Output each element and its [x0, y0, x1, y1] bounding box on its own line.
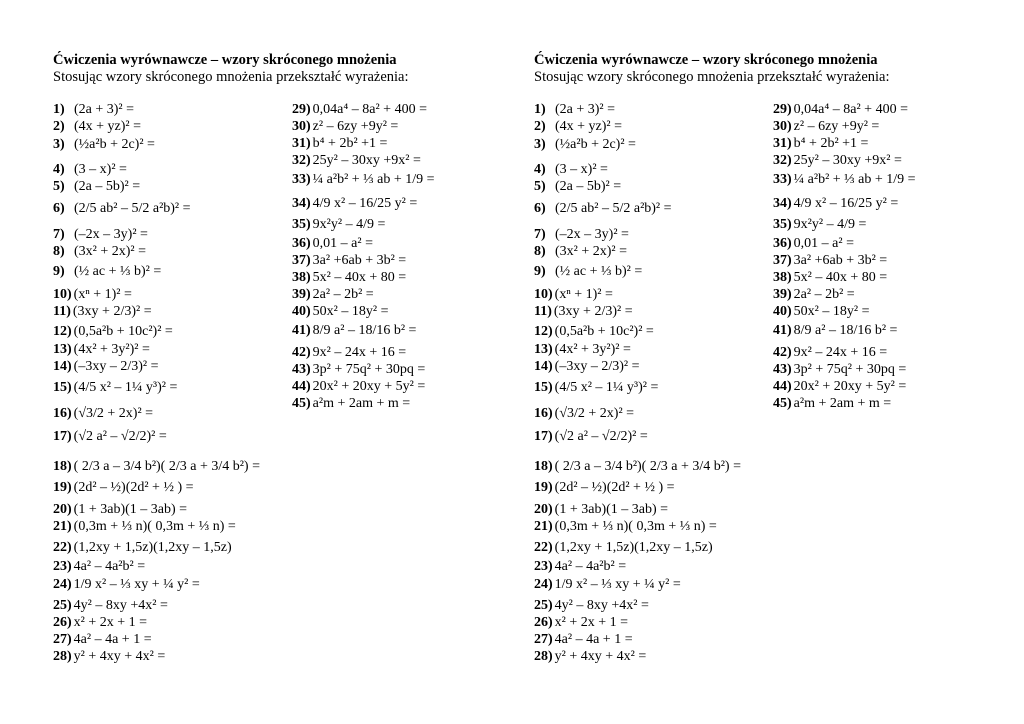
- exercise-item: [534, 162, 608, 177]
- exercise-number: 27): [534, 632, 553, 647]
- exercise-item: [534, 380, 658, 395]
- exercise-expression: ( 2/3 a – 3/4 b²)( 2/3 a + 3/4 b²) =: [73, 459, 260, 474]
- exercise-item: [534, 459, 741, 474]
- exercise-number: 23): [53, 559, 72, 574]
- exercise-expression: (½ ac + ⅓ b)² =: [74, 264, 162, 279]
- exercise-expression: 4/9 x² – 16/25 y² =: [312, 196, 418, 211]
- exercise-expression: (1,2xy + 1,5z)(1,2xy – 1,5z): [73, 540, 232, 555]
- exercise-number: 27): [53, 632, 72, 647]
- exercise-item: [53, 119, 141, 134]
- exercise-expression: b⁴ + 2b² +1 =: [793, 136, 869, 151]
- exercise-expression: 4a² – 4a²b² =: [73, 559, 146, 574]
- exercise-item: [53, 359, 158, 374]
- exercise-number: 32): [292, 153, 311, 168]
- exercise-number: 20): [53, 502, 72, 517]
- exercise-expression: 4a² – 4a + 1 =: [73, 632, 152, 647]
- exercise-expression: (3x² + 2x)² =: [555, 244, 628, 259]
- exercise-expression: (√3/2 + 2x)² =: [554, 406, 635, 421]
- exercise-item: [773, 253, 887, 268]
- exercise-expression: (1 + 3ab)(1 – 3ab) =: [554, 502, 669, 517]
- exercise-number: 2): [53, 119, 65, 134]
- exercise-number: 23): [534, 559, 553, 574]
- exercise-number: 45): [292, 396, 311, 411]
- exercise-number: 6): [53, 201, 65, 216]
- exercise-expression: (3 – x)² =: [74, 162, 127, 177]
- exercise-expression: 4a² – 4a + 1 =: [554, 632, 633, 647]
- exercise-item: [534, 201, 672, 216]
- exercise-number: 34): [292, 196, 311, 211]
- exercise-number: 13): [534, 342, 553, 357]
- exercise-expression: (–3xy – 2/3)² =: [554, 359, 640, 374]
- exercise-number: 45): [773, 396, 792, 411]
- exercise-item: [53, 244, 146, 259]
- exercise-number: 41): [773, 323, 792, 338]
- exercise-item: [53, 287, 132, 302]
- exercise-number: 6): [534, 201, 546, 216]
- exercise-expression: z² – 6zy +9y² =: [312, 119, 399, 134]
- exercise-item: [534, 598, 649, 613]
- exercise-item: [53, 632, 152, 647]
- exercise-expression: 2a² – 2b² =: [793, 287, 855, 302]
- exercise-expression: (3 – x)² =: [555, 162, 608, 177]
- exercise-number: 28): [534, 649, 553, 664]
- exercise-number: 3): [53, 137, 65, 152]
- exercise-expression: ¼ a²b² + ⅓ ab + 1/9 =: [312, 172, 435, 187]
- exercise-expression: 20x² + 20xy + 5y² =: [793, 379, 907, 394]
- exercise-item: [53, 519, 236, 534]
- exercise-item: [534, 264, 642, 279]
- exercise-number: 37): [773, 253, 792, 268]
- exercise-item: [534, 577, 681, 592]
- exercise-number: 17): [53, 429, 72, 444]
- exercise-expression: ¼ a²b² + ⅓ ab + 1/9 =: [793, 172, 916, 187]
- exercise-number: 16): [53, 406, 72, 421]
- exercise-number: 22): [534, 540, 553, 555]
- exercise-item: [534, 179, 621, 194]
- exercise-number: 18): [53, 459, 72, 474]
- exercise-expression: 9x² – 24x + 16 =: [312, 345, 407, 360]
- exercise-expression: (3x² + 2x)² =: [74, 244, 147, 259]
- exercise-expression: b⁴ + 2b² +1 =: [312, 136, 388, 151]
- exercise-number: 4): [534, 162, 546, 177]
- exercise-number: 25): [53, 598, 72, 613]
- exercise-item: [53, 162, 127, 177]
- exercise-item: [773, 287, 855, 302]
- exercise-number: 36): [773, 236, 792, 251]
- exercise-item: [292, 236, 373, 251]
- exercise-expression: y² + 4xy + 4x² =: [73, 649, 166, 664]
- exercise-number: 31): [292, 136, 311, 151]
- exercise-item: [292, 102, 427, 117]
- exercise-item: [53, 502, 187, 517]
- exercise-expression: (0,5a²b + 10c²)² =: [554, 324, 654, 339]
- exercise-expression: (2a + 3)² =: [555, 102, 616, 117]
- exercise-item: [534, 632, 633, 647]
- exercise-number: 26): [53, 615, 72, 630]
- exercise-item: [773, 102, 908, 117]
- exercise-item: [53, 480, 194, 495]
- exercise-item: [773, 379, 906, 394]
- exercise-item: [292, 136, 387, 151]
- exercise-number: 8): [534, 244, 546, 259]
- exercise-expression: 8/9 a² – 18/16 b² =: [793, 323, 898, 338]
- exercise-item: [534, 540, 713, 555]
- exercise-number: 19): [534, 480, 553, 495]
- exercise-number: 1): [53, 102, 65, 117]
- exercise-expression: (2/5 ab² – 5/2 a²b)² =: [74, 201, 191, 216]
- exercise-expression: (½ ac + ⅓ b)² =: [555, 264, 643, 279]
- exercise-item: [534, 559, 626, 574]
- exercise-item: [53, 201, 191, 216]
- exercise-item: [534, 502, 668, 517]
- exercise-number: 15): [53, 380, 72, 395]
- exercise-expression: (2d² – ½)(2d² + ½ ) =: [554, 480, 675, 495]
- exercise-number: 36): [292, 236, 311, 251]
- exercise-item: [53, 540, 232, 555]
- exercise-number: 11): [534, 304, 552, 319]
- exercise-number: 39): [292, 287, 311, 302]
- exercise-number: 44): [773, 379, 792, 394]
- exercise-number: 7): [534, 227, 546, 242]
- exercise-expression: (2a – 5b)² =: [74, 179, 141, 194]
- exercise-expression: 50x² – 18y² =: [793, 304, 870, 319]
- exercise-number: 14): [534, 359, 553, 374]
- exercise-expression: a²m + 2am + m =: [312, 396, 411, 411]
- exercise-expression: 9x²y² – 4/9 =: [312, 217, 386, 232]
- exercise-number: 35): [292, 217, 311, 232]
- exercise-item: [292, 287, 374, 302]
- exercise-item: [292, 217, 385, 232]
- exercise-expression: (–2x – 3y)² =: [74, 227, 148, 242]
- exercise-item: [292, 345, 406, 360]
- exercise-number: 30): [773, 119, 792, 134]
- exercise-number: 17): [534, 429, 553, 444]
- exercise-expression: (1,2xy + 1,5z)(1,2xy – 1,5z): [554, 540, 713, 555]
- exercise-number: 8): [53, 244, 65, 259]
- exercise-number: 21): [534, 519, 553, 534]
- exercise-expression: (0,3m + ⅓ n)( 0,3m + ⅓ n) =: [73, 519, 236, 534]
- exercise-expression: 0,04a⁴ – 8a² + 400 =: [312, 102, 427, 117]
- exercise-number: 24): [53, 577, 72, 592]
- exercise-expression: (2a – 5b)² =: [555, 179, 622, 194]
- exercise-item: [292, 196, 417, 211]
- exercise-item: [53, 380, 177, 395]
- exercise-expression: 4/9 x² – 16/25 y² =: [793, 196, 899, 211]
- exercise-item: [292, 396, 410, 411]
- exercise-item: [534, 304, 633, 319]
- exercise-expression: (0,3m + ⅓ n)( 0,3m + ⅓ n) =: [554, 519, 717, 534]
- exercise-item: [773, 304, 869, 319]
- exercise-number: 12): [534, 324, 553, 339]
- exercise-item: [53, 406, 153, 421]
- exercise-item: [292, 304, 388, 319]
- exercise-item: [773, 172, 916, 187]
- exercise-item: [292, 379, 425, 394]
- exercise-number: 32): [773, 153, 792, 168]
- exercise-number: 33): [292, 172, 311, 187]
- exercise-expression: 1/9 x² – ⅓ xy + ¼ y² =: [554, 577, 681, 592]
- exercise-item: [534, 615, 628, 630]
- exercise-expression: 3a² +6ab + 3b² =: [312, 253, 407, 268]
- exercise-expression: (√2 a² – √2/2)² =: [554, 429, 648, 444]
- exercise-item: [292, 362, 425, 377]
- exercise-item: [53, 429, 167, 444]
- exercise-number: 14): [53, 359, 72, 374]
- exercise-number: 37): [292, 253, 311, 268]
- exercise-item: [53, 264, 161, 279]
- exercise-expression: (2/5 ab² – 5/2 a²b)² =: [555, 201, 672, 216]
- exercise-item: [53, 342, 150, 357]
- exercise-expression: (xⁿ + 1)² =: [554, 287, 613, 302]
- exercise-number: 28): [53, 649, 72, 664]
- exercise-expression: 3a² +6ab + 3b² =: [793, 253, 888, 268]
- exercise-item: [773, 270, 887, 285]
- exercise-expression: (4x² + 3y²)² =: [73, 342, 150, 357]
- exercise-expression: (3xy + 2/3)² =: [553, 304, 633, 319]
- exercise-item: [292, 270, 406, 285]
- exercise-number: 39): [773, 287, 792, 302]
- exercise-number: 38): [292, 270, 311, 285]
- exercise-item: [534, 244, 627, 259]
- exercise-number: 42): [773, 345, 792, 360]
- exercise-expression: 20x² + 20xy + 5y² =: [312, 379, 426, 394]
- exercise-item: [53, 102, 134, 117]
- exercise-item: [534, 287, 613, 302]
- exercise-number: 10): [53, 287, 72, 302]
- exercise-number: 29): [773, 102, 792, 117]
- exercise-item: [53, 324, 173, 339]
- exercise-number: 24): [534, 577, 553, 592]
- exercise-number: 43): [773, 362, 792, 377]
- exercise-item: [534, 102, 615, 117]
- exercise-item: [53, 559, 145, 574]
- exercise-expression: a²m + 2am + m =: [793, 396, 892, 411]
- exercise-expression: (2d² – ½)(2d² + ½ ) =: [73, 480, 194, 495]
- exercise-item: [534, 342, 631, 357]
- exercise-expression: 5x² – 40x + 80 =: [312, 270, 407, 285]
- worksheet-instruction: Stosując wzory skróconego mnożenia przekształć wyrażenia:: [534, 69, 890, 85]
- exercise-expression: (½a²b + 2c)² =: [74, 137, 155, 152]
- exercise-expression: 25y² – 30xy +9x² =: [312, 153, 421, 168]
- exercise-number: 30): [292, 119, 311, 134]
- exercise-number: 9): [534, 264, 546, 279]
- exercise-item: [292, 119, 398, 134]
- exercise-number: 10): [534, 287, 553, 302]
- exercise-item: [534, 119, 622, 134]
- exercise-item: [534, 429, 648, 444]
- exercise-expression: 5x² – 40x + 80 =: [793, 270, 888, 285]
- exercise-item: [292, 153, 421, 168]
- exercise-expression: (4x + yz)² =: [74, 119, 142, 134]
- exercise-expression: (–3xy – 2/3)² =: [73, 359, 159, 374]
- exercise-expression: (2a + 3)² =: [74, 102, 135, 117]
- exercise-expression: (√3/2 + 2x)² =: [73, 406, 154, 421]
- exercise-number: 13): [53, 342, 72, 357]
- exercise-expression: ( 2/3 a – 3/4 b²)( 2/3 a + 3/4 b²) =: [554, 459, 741, 474]
- exercise-item: [534, 137, 636, 152]
- worksheet-left: [53, 52, 493, 664]
- exercise-expression: y² + 4xy + 4x² =: [554, 649, 647, 664]
- exercise-expression: 4y² – 8xy +4x² =: [73, 598, 168, 613]
- exercise-number: 25): [534, 598, 553, 613]
- exercise-number: 11): [53, 304, 71, 319]
- exercise-item: [534, 227, 629, 242]
- exercise-expression: 0,01 – a² =: [312, 236, 373, 251]
- exercise-number: 5): [53, 179, 65, 194]
- exercise-item: [292, 323, 416, 338]
- exercise-number: 20): [534, 502, 553, 517]
- exercise-item: [292, 172, 435, 187]
- exercise-item: [534, 480, 675, 495]
- exercise-number: 38): [773, 270, 792, 285]
- worksheet-title: Ćwiczenia wyrównawcze – wzory skróconego mnożenia: [534, 52, 878, 68]
- exercise-number: 22): [53, 540, 72, 555]
- exercise-number: 18): [534, 459, 553, 474]
- exercise-number: 19): [53, 480, 72, 495]
- exercise-expression: 3p² + 75q² + 30pq =: [793, 362, 907, 377]
- exercise-expression: (0,5a²b + 10c²)² =: [73, 324, 173, 339]
- exercise-number: 34): [773, 196, 792, 211]
- exercise-expression: 9x²y² – 4/9 =: [793, 217, 867, 232]
- exercise-expression: (–2x – 3y)² =: [555, 227, 629, 242]
- exercise-item: [292, 253, 406, 268]
- exercise-item: [773, 362, 906, 377]
- exercise-expression: (1 + 3ab)(1 – 3ab) =: [73, 502, 188, 517]
- exercise-item: [53, 598, 168, 613]
- exercise-number: 3): [534, 137, 546, 152]
- exercise-item: [53, 459, 260, 474]
- worksheet-title: Ćwiczenia wyrównawcze – wzory skróconego mnożenia: [53, 52, 397, 68]
- exercise-item: [534, 359, 639, 374]
- exercise-number: 31): [773, 136, 792, 151]
- exercise-item: [53, 304, 152, 319]
- exercise-item: [773, 196, 898, 211]
- exercise-number: 42): [292, 345, 311, 360]
- exercise-item: [773, 323, 897, 338]
- exercise-item: [773, 217, 866, 232]
- exercise-expression: 0,01 – a² =: [793, 236, 854, 251]
- exercise-item: [534, 649, 646, 664]
- exercise-expression: x² + 2x + 1 =: [554, 615, 629, 630]
- exercise-item: [773, 119, 879, 134]
- exercise-expression: (3xy + 2/3)² =: [72, 304, 152, 319]
- exercise-number: 33): [773, 172, 792, 187]
- exercise-expression: 1/9 x² – ⅓ xy + ¼ y² =: [73, 577, 200, 592]
- exercise-expression: 2a² – 2b² =: [312, 287, 374, 302]
- exercise-number: 40): [773, 304, 792, 319]
- exercise-expression: (4x + yz)² =: [555, 119, 623, 134]
- exercise-item: [534, 519, 717, 534]
- exercise-item: [53, 649, 165, 664]
- exercise-item: [773, 153, 902, 168]
- exercise-expression: 50x² – 18y² =: [312, 304, 389, 319]
- exercise-expression: (√2 a² – √2/2)² =: [73, 429, 167, 444]
- exercise-number: 26): [534, 615, 553, 630]
- exercise-number: 16): [534, 406, 553, 421]
- exercise-expression: (4/5 x² – 1¼ y³)² =: [554, 380, 659, 395]
- exercise-item: [773, 345, 887, 360]
- exercise-number: 5): [534, 179, 546, 194]
- exercise-expression: x² + 2x + 1 =: [73, 615, 148, 630]
- exercise-item: [53, 577, 200, 592]
- exercise-number: 40): [292, 304, 311, 319]
- exercise-expression: 4a² – 4a²b² =: [554, 559, 627, 574]
- exercise-number: 9): [53, 264, 65, 279]
- exercise-item: [534, 324, 654, 339]
- exercise-number: 41): [292, 323, 311, 338]
- exercise-expression: (4/5 x² – 1¼ y³)² =: [73, 380, 178, 395]
- exercise-expression: (xⁿ + 1)² =: [73, 287, 132, 302]
- exercise-expression: 3p² + 75q² + 30pq =: [312, 362, 426, 377]
- exercise-number: 1): [534, 102, 546, 117]
- exercise-expression: 4y² – 8xy +4x² =: [554, 598, 649, 613]
- exercise-item: [53, 179, 140, 194]
- exercise-item: [53, 137, 155, 152]
- exercise-item: [773, 396, 891, 411]
- exercise-item: [534, 406, 634, 421]
- exercise-number: 12): [53, 324, 72, 339]
- exercise-number: 4): [53, 162, 65, 177]
- exercise-expression: (½a²b + 2c)² =: [555, 137, 636, 152]
- exercise-item: [773, 236, 854, 251]
- exercise-number: 21): [53, 519, 72, 534]
- exercise-expression: (4x² + 3y²)² =: [554, 342, 631, 357]
- exercise-expression: 9x² – 24x + 16 =: [793, 345, 888, 360]
- exercise-number: 43): [292, 362, 311, 377]
- worksheet-instruction: Stosując wzory skróconego mnożenia przekształć wyrażenia:: [53, 69, 409, 85]
- exercise-expression: 8/9 a² – 18/16 b² =: [312, 323, 417, 338]
- exercise-item: [53, 227, 148, 242]
- exercise-item: [773, 136, 868, 151]
- exercise-item: [53, 615, 147, 630]
- exercise-number: 7): [53, 227, 65, 242]
- exercise-number: 15): [534, 380, 553, 395]
- exercise-expression: 0,04a⁴ – 8a² + 400 =: [793, 102, 908, 117]
- exercise-number: 29): [292, 102, 311, 117]
- exercise-expression: 25y² – 30xy +9x² =: [793, 153, 902, 168]
- worksheet-right: [534, 52, 974, 664]
- exercise-expression: z² – 6zy +9y² =: [793, 119, 880, 134]
- exercise-number: 35): [773, 217, 792, 232]
- exercise-number: 2): [534, 119, 546, 134]
- exercise-number: 44): [292, 379, 311, 394]
